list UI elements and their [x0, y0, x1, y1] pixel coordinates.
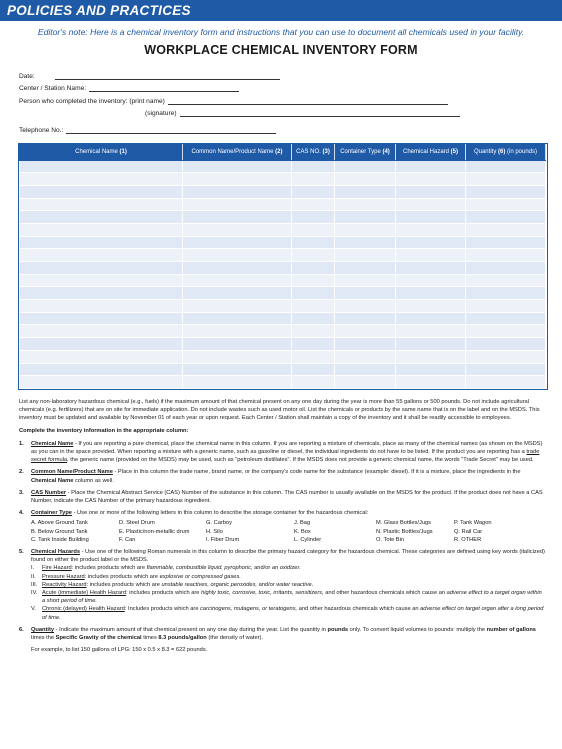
table-cell[interactable]: [292, 363, 335, 376]
instructions: [0, 398, 562, 654]
center-field[interactable]: [89, 84, 239, 92]
table-cell[interactable]: [335, 325, 396, 338]
table-row: [20, 363, 546, 376]
table-cell[interactable]: [292, 287, 335, 300]
date-row: [19, 67, 562, 80]
table-cell[interactable]: [335, 300, 396, 313]
container-type: H. Silo: [206, 528, 223, 535]
table-cell[interactable]: [396, 262, 466, 275]
table-cell[interactable]: [20, 312, 183, 325]
table-row: [20, 223, 546, 236]
table-cell[interactable]: [466, 223, 546, 236]
hazard-item: IV. Acute (immediate) Health Hazard: includes products which are highly toxic, corrosive, toxic, irritants, sensitizers, and other hazardous chemicals which cause an adverse effect to a target organ within a short period of time.: [31, 589, 542, 605]
table-cell[interactable]: [335, 185, 396, 198]
table-cell[interactable]: [335, 249, 396, 262]
table-cell[interactable]: [335, 211, 396, 224]
table-cell[interactable]: [20, 338, 183, 351]
container-type: A. Above Ground Tank: [31, 520, 88, 527]
table-header-row: [20, 144, 546, 160]
intro-paragraph: List any non-laboratory hazardous chemical (e.g., fuels) if the maximum amount of that chemical present on any one day during the year is more than 55 gallons or 500 pounds. Do not include agricultural chemicals (e.g. fertilizers) that are on site for immediate application. Do not include wastes such as used motor oil. List the chemicals or products by the same name that is on the label and on the MSDS. This inventory must be updated and available by November 01 of each year or upon request. Each Center / Station shall maintain a copy of the inventory and it shall be readily accessible to employees.: [19, 398, 540, 422]
table-cell[interactable]: [183, 211, 292, 224]
table-cell[interactable]: [183, 350, 292, 363]
table-row: [20, 287, 546, 300]
table-cell[interactable]: [396, 160, 466, 173]
person-row: [19, 92, 562, 105]
date-field[interactable]: [55, 72, 280, 80]
container-type: C. Tank Inside Building: [31, 536, 89, 543]
table-cell[interactable]: [183, 300, 292, 313]
table-cell[interactable]: [292, 236, 335, 249]
table-cell[interactable]: [335, 376, 396, 389]
table-cell[interactable]: [292, 312, 335, 325]
form-fields: [0, 67, 562, 134]
container-type: K. Box: [294, 528, 311, 535]
table-row: [20, 338, 546, 351]
telephone-label: Telephone No.:: [19, 126, 64, 134]
table-cell[interactable]: [466, 236, 546, 249]
table-cell[interactable]: [466, 249, 546, 262]
table-cell[interactable]: [335, 363, 396, 376]
form-title: WORKPLACE CHEMICAL INVENTORY FORM: [144, 43, 418, 57]
table-row: [20, 211, 546, 224]
table-cell[interactable]: [396, 350, 466, 363]
table-cell[interactable]: [20, 300, 183, 313]
table-cell[interactable]: [466, 338, 546, 351]
table-cell[interactable]: [183, 338, 292, 351]
table-cell[interactable]: [183, 312, 292, 325]
table-cell[interactable]: [183, 262, 292, 275]
container-type: E. Plastic/non-metallic drum: [119, 528, 190, 535]
table-cell[interactable]: [292, 262, 335, 275]
table-cell[interactable]: [335, 236, 396, 249]
container-type: G. Carboy: [206, 520, 232, 527]
table-cell[interactable]: [466, 287, 546, 300]
table-cell[interactable]: [466, 376, 546, 389]
table-cell[interactable]: [292, 160, 335, 173]
table-cell[interactable]: [183, 363, 292, 376]
table-row: [20, 262, 546, 275]
table-cell[interactable]: [183, 223, 292, 236]
table-row: [20, 376, 546, 389]
table-cell[interactable]: [183, 198, 292, 211]
table-cell[interactable]: [466, 325, 546, 338]
table-cell[interactable]: [396, 211, 466, 224]
table-row: [20, 350, 546, 363]
container-type: L. Cylinder: [294, 536, 322, 543]
container-type: D. Steel Drum: [119, 520, 155, 527]
table-cell[interactable]: [183, 185, 292, 198]
table-cell[interactable]: [466, 274, 546, 287]
signature-field[interactable]: [180, 109, 460, 117]
table-cell[interactable]: [292, 173, 335, 186]
table-row: [20, 198, 546, 211]
table-cell[interactable]: [396, 185, 466, 198]
print-name-field[interactable]: [168, 97, 448, 105]
instruction-item-3: 3. CAS Number - Place the Chemical Abstract Service (CAS) Number of the substance in this column. The CAS number is usually available on the MSDS for the product. If the product does not have a CAS Number, indicate the CAS Number of the primary hazardous ingredient.: [19, 489, 543, 504]
telephone-row: [19, 121, 562, 134]
inventory-table: [19, 144, 546, 389]
table-cell[interactable]: [20, 376, 183, 389]
col-chemical-name: Chemical Name (1): [20, 144, 183, 160]
container-type-list: [19, 519, 545, 544]
table-cell[interactable]: [20, 262, 183, 275]
table-row: [20, 160, 546, 173]
date-label: Date:: [19, 72, 35, 80]
table-cell[interactable]: [466, 173, 546, 186]
instruction-item-1: 1. Chemical Name - If you are reporting a pure chemical, place the chemical name in this column. If you are reporting a mixture of chemicals, place as many of the chemical names (as shown on the MSDS) as you can in the space provided. When reporting a mixture with a generic name, such as gasoline or diesel, the individual ingredients do not have to be listed. If the product you are reporting has a trade secret formula, the generic name (provided on the MSDS) may be used, such as "petroleum distillates". If the MSDS does not provide a generic chemical name, the words "Trade Secret" may be used.: [19, 440, 543, 464]
table-cell[interactable]: [292, 274, 335, 287]
table-cell[interactable]: [466, 211, 546, 224]
hazard-item: II. Pressure Hazard: includes products which are explosive or compressed gases.: [31, 573, 241, 580]
table-cell[interactable]: [292, 185, 335, 198]
table-cell[interactable]: [396, 325, 466, 338]
container-type: Q. Rail Car: [454, 528, 483, 535]
hazard-item: I. Fire Hazard: includes products which are flammable, combustible liquid, pyrophoric, and/or an oxidizer.: [31, 565, 301, 572]
table-cell[interactable]: [20, 249, 183, 262]
table-cell[interactable]: [396, 287, 466, 300]
table-row: [20, 312, 546, 325]
instruction-item-4: 4. Container Type - Use one or more of the following letters in this column to describe the storage container for the hazardous chemical:: [19, 510, 369, 517]
table-cell[interactable]: [396, 274, 466, 287]
table-cell[interactable]: [292, 198, 335, 211]
person-label: Person who completed the inventory: (print name): [19, 97, 165, 105]
inventory-table-frame: [18, 143, 548, 390]
table-cell[interactable]: [396, 223, 466, 236]
table-row: [20, 173, 546, 186]
section-banner: POLICIES AND PRACTICES: [0, 0, 562, 21]
table-cell[interactable]: [335, 274, 396, 287]
table-cell[interactable]: [183, 236, 292, 249]
table-cell[interactable]: [20, 350, 183, 363]
table-cell[interactable]: [466, 363, 546, 376]
table-cell[interactable]: [20, 160, 183, 173]
table-cell[interactable]: [292, 249, 335, 262]
signature-row: [19, 105, 562, 118]
container-type: P. Tank Wagon: [454, 520, 492, 527]
table-cell[interactable]: [466, 198, 546, 211]
table-cell[interactable]: [466, 350, 546, 363]
complete-heading: Complete the inventory information in the appropriate column:: [19, 428, 189, 435]
table-cell[interactable]: [20, 185, 183, 198]
table-cell[interactable]: [183, 274, 292, 287]
hazard-item: V. Chronic (delayed) Health Hazard: Includes products which are carcinogens, mutagens, or teratogens, and other hazardous chemicals which cause an adverse effect on target organ after a long period of time.: [31, 606, 544, 621]
table-row: [20, 236, 546, 249]
table-cell[interactable]: [335, 160, 396, 173]
table-cell[interactable]: [20, 287, 183, 300]
container-type: B. Below Ground Tank: [31, 528, 88, 535]
container-type: J. Bag: [294, 520, 311, 527]
table-cell[interactable]: [292, 300, 335, 313]
table-cell[interactable]: [396, 338, 466, 351]
example-line: For example, to list 150 gallons of LPG: 150 x 0.5 x 8.3 = 622 pounds.: [31, 647, 208, 654]
table-cell[interactable]: [396, 312, 466, 325]
col-common-name: Common Name/Product Name (2): [183, 144, 292, 160]
signature-label: (signature): [145, 110, 177, 117]
table-cell[interactable]: [292, 325, 335, 338]
col-chemical-hazard: Chemical Hazard (5): [396, 144, 466, 160]
col-container-type: Container Type (4): [335, 144, 396, 160]
instruction-item-2: 2. Common Name/Product Name - Place in this column the trade name, brand name, or the company's code name for the substance (example: diesel). If it is a mixture, place the ingredients in the Chemical Name column as well.: [19, 469, 521, 484]
table-cell[interactable]: [335, 223, 396, 236]
table-cell[interactable]: [183, 249, 292, 262]
table-cell[interactable]: [466, 312, 546, 325]
table-cell[interactable]: [335, 173, 396, 186]
editors-note: Editor's note: Here is a chemical inventory form and instructions that you can use to document all chemicals used in your facility.: [37, 27, 525, 37]
table-cell[interactable]: [20, 223, 183, 236]
center-row: [19, 80, 562, 93]
table-cell[interactable]: [20, 211, 183, 224]
container-type: N. Plastic Bottles/Jugs: [376, 528, 433, 535]
col-quantity: Quantity (6) (in pounds): [466, 144, 546, 160]
table-cell[interactable]: [466, 300, 546, 313]
container-type: I. Fiber Drum: [206, 536, 240, 543]
table-cell[interactable]: [20, 325, 183, 338]
container-type: F. Can: [119, 536, 136, 543]
table-cell[interactable]: [396, 198, 466, 211]
table-cell[interactable]: [335, 338, 396, 351]
table-cell[interactable]: [183, 287, 292, 300]
container-type: R. OTHER: [454, 536, 482, 543]
table-cell[interactable]: [396, 173, 466, 186]
table-row: [20, 325, 546, 338]
table-cell[interactable]: [20, 363, 183, 376]
table-row: [20, 249, 546, 262]
center-label: Center / Station Name:: [19, 85, 87, 92]
col-cas-no: CAS NO. (3): [292, 144, 335, 160]
table-cell[interactable]: [292, 350, 335, 363]
table-cell[interactable]: [466, 160, 546, 173]
table-cell[interactable]: [183, 160, 292, 173]
instruction-item-6: 6. Quantity - Indicate the maximum amount of that chemical present on any one day during the year. List the quantity in pounds only. To convert liquid volumes to pounds: multiply the number of gallons times the Specific Gravity of the chemical times 8.3 pounds/gallon (the density of water).: [19, 626, 536, 641]
table-cell[interactable]: [396, 300, 466, 313]
table-cell[interactable]: [396, 249, 466, 262]
table-row: [20, 185, 546, 198]
table-cell[interactable]: [183, 173, 292, 186]
container-type: O. Tote Bin: [376, 536, 405, 543]
table-cell[interactable]: [335, 350, 396, 363]
hazard-item: III. Reactivity Hazard: includes products which are unstable reactives, organic peroxides, and/or water reactive.: [31, 581, 314, 588]
table-cell[interactable]: [466, 185, 546, 198]
table-cell[interactable]: [335, 198, 396, 211]
table-row: [20, 274, 546, 287]
table-cell[interactable]: [292, 376, 335, 389]
table-cell[interactable]: [292, 223, 335, 236]
table-cell[interactable]: [20, 198, 183, 211]
table-cell[interactable]: [183, 376, 292, 389]
table-cell[interactable]: [335, 312, 396, 325]
table-cell[interactable]: [466, 262, 546, 275]
table-cell[interactable]: [20, 236, 183, 249]
instruction-item-5: 5. Chemical Hazards - Use one of the following Roman numerals in this column to describe the primary hazard category for the hazardous chemical. These categories are defined using key words (italicized) found on either the product label or the MSDS.: [19, 548, 545, 564]
table-cell[interactable]: [292, 211, 335, 224]
table-cell[interactable]: [396, 236, 466, 249]
table-cell[interactable]: [20, 173, 183, 186]
hazard-list: [19, 564, 545, 621]
container-type: M. Glass Bottles/Jugs: [376, 520, 431, 527]
table-cell[interactable]: [335, 262, 396, 275]
table-cell[interactable]: [396, 376, 466, 389]
table-row: [20, 300, 546, 313]
telephone-field[interactable]: [66, 126, 276, 134]
table-cell[interactable]: [183, 325, 292, 338]
table-cell[interactable]: [335, 287, 396, 300]
table-cell[interactable]: [20, 274, 183, 287]
table-cell[interactable]: [292, 338, 335, 351]
table-cell[interactable]: [396, 363, 466, 376]
